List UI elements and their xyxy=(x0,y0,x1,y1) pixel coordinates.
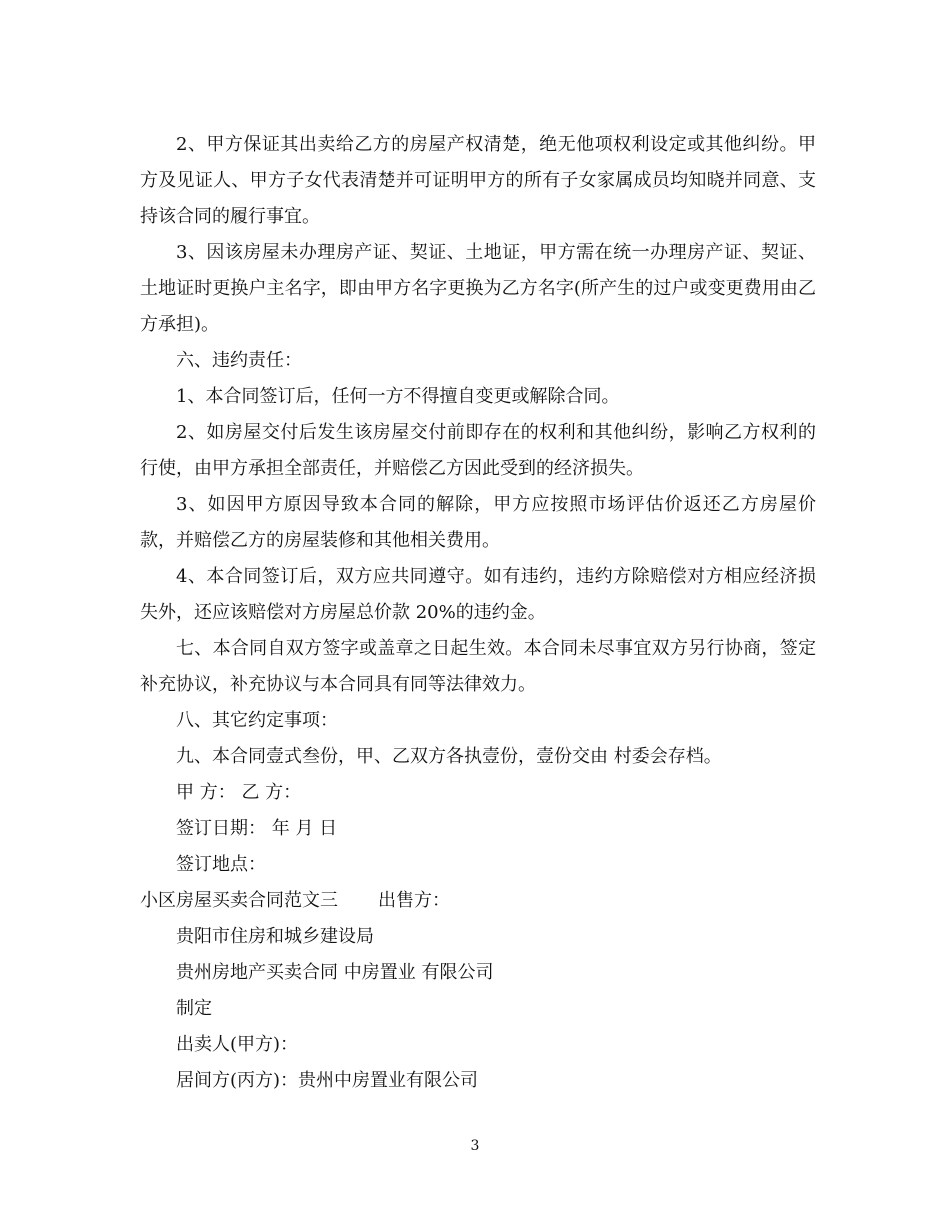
contract-body xyxy=(140,127,816,1099)
section-title-row xyxy=(140,883,816,919)
section-8-heading: 八、其它约定事项： xyxy=(176,710,338,731)
seller-party-line: 出卖人(甲方)： xyxy=(176,1034,299,1055)
formulated-line: 制定 xyxy=(176,998,212,1019)
signing-date-line: 签订日期： 年 月 日 xyxy=(176,818,338,839)
section-6-heading: 六、违约责任： xyxy=(176,350,302,371)
issuer-line: 贵阳市住房和城乡建设局 xyxy=(176,926,374,947)
clause-2-guarantee: 2、甲方保证其出卖给乙方的房屋产权清楚，绝无他项权利设定或其他纠纷。甲方及见证人、甲方子女代表清楚并可证明甲方的所有子女家属成员均知晓并同意、支持该合同的履行事宜。 xyxy=(140,134,816,227)
section-7-effectiveness: 七、本合同自双方签字或盖章之日起生效。本合同未尽事宜双方另行协商，签定补充协议，补充协议与本合同具有同等法律效力。 xyxy=(140,638,816,695)
section-9-copies: 九、本合同壹式叁份，甲、乙双方各执壹份，壹份交由 村委会存档。 xyxy=(176,746,722,767)
signing-place-line: 签订地点： xyxy=(176,854,266,875)
clause-6-2: 2、如房屋交付后发生该房屋交付前即存在的权利和其他纠纷，影响乙方权利的行使，由甲方承担全部责任，并赔偿乙方因此受到的经济损失。 xyxy=(140,422,816,479)
heading-gap xyxy=(338,883,378,919)
clause-6-3: 3、如因甲方原因导致本合同的解除，甲方应按照市场评估价返还乙方房屋价款，并赔偿乙方的房屋装修和其他相关费用。 xyxy=(140,494,816,551)
clause-6-1: 1、本合同签订后，任何一方不得擅自变更或解除合同。 xyxy=(176,386,620,407)
clause-6-4: 4、本合同签订后，双方应共同遵守。如有违约，违约方除赔偿对方相应经济损失外，还应该赔偿对方房屋总价款 20%的违约金。 xyxy=(140,566,816,623)
contract-name-line: 贵州房地产买卖合同 中房置业 有限公司 xyxy=(176,962,494,983)
page-number: 3 xyxy=(470,1138,480,1154)
clause-3-certificates: 3、因该房屋未办理房产证、契证、土地证，甲方需在统一办理房产证、契证、土地证时更换户主名字，即由甲方名字更换为乙方名字(所产生的过户或变更费用由乙方承担)。 xyxy=(140,242,816,335)
signature-parties-line: 甲 方： 乙 方： xyxy=(176,782,302,803)
section-heading: 小区房屋买卖合同范文三 xyxy=(140,890,338,911)
intermediary-line: 居间方(丙方)：贵州中房置业有限公司 xyxy=(176,1070,479,1091)
seller-label: 出售方： xyxy=(378,890,450,911)
